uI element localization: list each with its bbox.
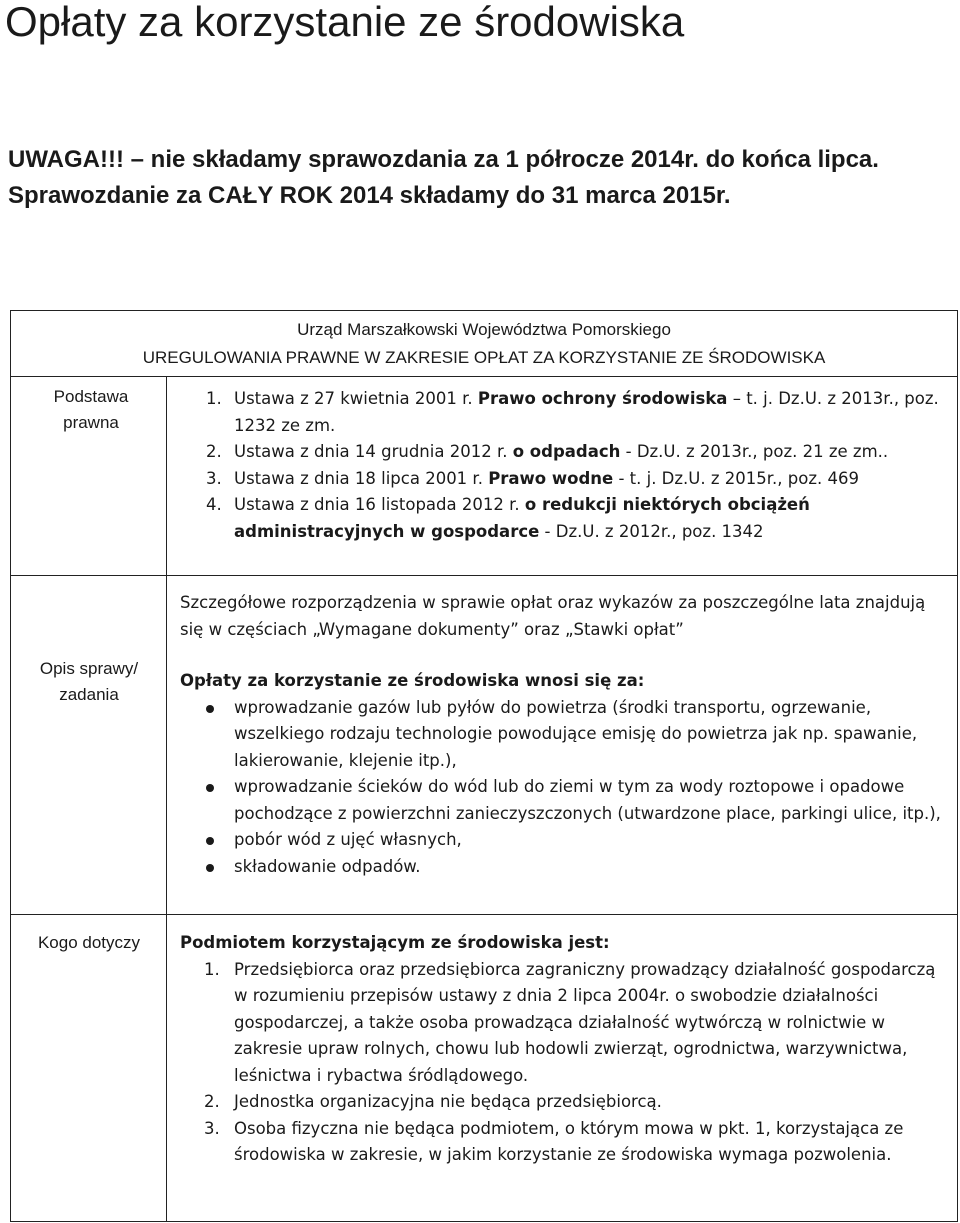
who-heading: Podmiotem korzystającym ze środowiska jest: [180,933,610,952]
page-title: Opłaty za korzystanie ze środowiska [5,0,685,45]
legal-acts-list [206,386,946,545]
subject-item: 3. Osoba fizyczna nie będąca podmiotem, o którym mowa w pkt. 1, korzystająca ze środowiska w zakresie, w jakim korzystanie ze środowiska wymaga pozwolenia. [204,1118,904,1164]
header-office-name: Urząd Marszałkowski Województwa Pomorskiego [297,320,671,339]
fee-source-item: wprowadzanie ścieków do wód lub do ziemi w tym za wody roztopowe i opadowe pochodzące z powierzchni zanieczyszczonych (utwardzone place, parkingi ulice, itp.), [180,774,946,827]
bullet-icon [206,705,214,713]
description-intro: Szczegółowe rozporządzenia w sprawie opłat oraz wykazów za poszczególne lata znajdują się w częściach „Wymagane dokumenty” oraz „Stawki opłat” [180,593,926,639]
description-label: Opis sprawy/ zadania [39,659,139,704]
legal-act-item: 3. Ustawa z dnia 18 lipca 2001 r. Prawo wodne - t. j. Dz.U. z 2015r., poz. 469 [206,468,859,488]
row-divider-description [10,914,958,915]
header-regulations-title: UREGULOWANIA PRAWNE W ZAKRESIE OPŁAT ZA KORZYSTANIE ZE ŚRODOWISKA [142,348,826,367]
legal-basis-label: Podstawa prawna [53,387,129,432]
fee-source-item: pobór wód z ujęć własnych, [180,827,946,854]
subject-item: 1. Przedsiębiorca oraz przedsiębiorca zagraniczny prowadzący działalność gospodarczą w rozumieniu przepisów ustawy z dnia 2 lipca 2004r. o swobodzie działalności gospodarczej, a także osoba prowadząca działalność wytwórczą w rolnictwie w zakresie upraw rolnych, chowu lub hodowli zwierząt, ogrodnictwa, warzywnictwa, leśnictwa i rybactwa śródlądowego. [204,959,936,1085]
fee-source-item: składowanie odpadów. [180,854,946,881]
bullet-icon [206,837,214,845]
description-heading: Opłaty za korzystanie ze środowiska wnosi się za: [180,671,645,690]
subjects-list [180,957,946,1169]
legal-act-item: 2. Ustawa z dnia 14 grudnia 2012 r. o odpadach - Dz.U. z 2013r., poz. 21 ze zm.. [206,442,889,461]
legal-act-item: 4. Ustawa z dnia 16 listopada 2012 r. o redukcji niektórych obciążeń administracyjnych w gospodarce - Dz.U. z 2012r., poz. 1342 [206,495,810,541]
legal-act-item: 1. Ustawa z 27 kwietnia 2001 r. Prawo ochrony środowiska – t. j. Dz.U. z 2013r., poz. 1232 ze zm. [206,389,939,435]
who-cell [180,930,946,1169]
bullet-icon [206,864,214,872]
who-label: Kogo dotyczy [37,933,141,952]
subject-item: 2. Jednostka organizacyjna nie będąca przedsiębiorcą. [204,1092,662,1111]
fee-source-item: wprowadzanie gazów lub pyłów do powietrza (środki transportu, ogrzewanie, wszelkiego rodzaju technologie powodujące emisję do powietrza jak np. spawanie, lakierowanie, klejenie itp.), [180,695,946,775]
legal-basis-cell [206,386,946,545]
column-divider [166,376,167,1222]
notice-text: UWAGA!!! – nie składamy sprawozdania za 1 półrocze 2014r. do końca lipca. Sprawozdanie za CAŁY ROK 2014 składamy do 31 marca 2015r. [8,146,879,209]
fee-sources-list [180,695,946,881]
row-divider-legal [10,575,958,576]
description-cell [180,590,946,880]
bullet-icon [206,784,214,792]
row-divider-header [10,376,958,377]
